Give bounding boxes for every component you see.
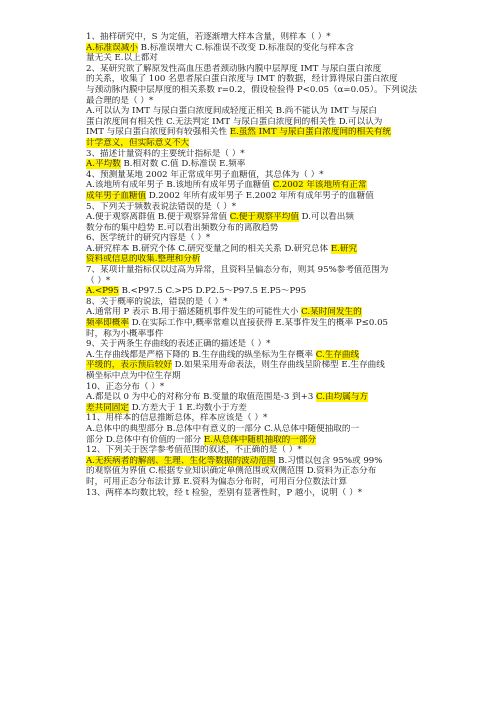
highlighted-answer-text: 平缓的，表示预后较好 — [86, 360, 172, 371]
document-line — [86, 276, 434, 287]
line-text: B.相对数 C.值 D.标准误 E.频率 — [120, 159, 246, 170]
document-line — [86, 74, 434, 85]
document-line — [86, 403, 434, 414]
document-line — [86, 350, 434, 361]
highlighted-answer-text: E.虽然 IMT 与尿白蛋白浓度间的相关有统 — [229, 127, 392, 138]
highlighted-answer-text: C.2002 年该地所有正常 — [272, 180, 367, 191]
line-text: 13、两样本均数比较，经 t 检验，差别有显著性时，P 越小，说明（ ）* — [86, 487, 363, 498]
line-text: A.生存曲线都是严格下降的 B.生存曲线的纵坐标为生存概率 — [86, 349, 316, 360]
document-line — [86, 254, 434, 265]
line-text: 部分 D.总体中有价值的一部分 — [86, 434, 204, 445]
document-line — [86, 424, 434, 435]
highlighted-answer-text: E.研究 — [330, 243, 358, 254]
document-line — [86, 96, 434, 107]
line-text: 2、某研究欲了解原发性高血压患者颈动脉内膜中层厚度 IMT 与尿白蛋白浓度 — [86, 63, 382, 74]
document-line — [86, 339, 434, 350]
line-text: 横坐标中点为中位生存期 — [86, 371, 181, 381]
highlighted-answer-text: 计学意义，但实际意义不大 — [86, 137, 190, 148]
line-text: 8、关于概率的说法，错误的是（ ）* — [86, 296, 228, 307]
line-text: 4、预测量某地 2002 年正常成年男子血糖值，其总体为（ ）* — [86, 169, 324, 180]
line-text: 11、用样本的信息推断总体，样本应该是（ ）* — [86, 413, 268, 424]
line-text: A.都是以 0 为中心的对称分布 B.变量的取值范围是-3 到+3 — [86, 392, 317, 403]
document-line — [86, 392, 434, 403]
document-line — [86, 265, 434, 276]
line-text: A.可以认为 IMT 与尿白蛋白浓度间成轻度正相关 B.尚不能认为 IMT 与尿白 — [86, 106, 377, 117]
line-text: 与颈动脉内膜中层厚度的相关系数 r=0.2，假设检验得 P<0.05（α=0.05）。下列说法 — [86, 84, 418, 95]
document-line — [86, 286, 434, 297]
document-line — [86, 32, 434, 43]
document-line — [86, 466, 434, 477]
document-line — [86, 85, 434, 96]
document-line — [86, 191, 434, 202]
line-text: 时，可用正态分布法计算 E.资料为偏态分布时，可用百分位数法计算 — [86, 476, 347, 487]
highlighted-answer-text: A.平均数 — [86, 159, 121, 170]
document-line — [86, 435, 434, 446]
line-text: 量无关 E.以上都对 — [86, 53, 158, 64]
document-line — [86, 138, 434, 149]
highlighted-answer-text: A.<P95 — [86, 286, 119, 297]
document-line — [86, 307, 434, 318]
line-text: 12、下列关于医学参考值范围的叙述，不正确的是（ ）* — [86, 445, 302, 456]
document-line — [86, 43, 434, 54]
document-line — [86, 127, 434, 138]
line-text: A.研究样本 B.研究个体 C.研究变量之间的相关关系 D.研究总体 — [86, 243, 331, 254]
line-text: IMT 与尿白蛋白浓度间有较强相关性 — [86, 127, 230, 138]
line-text: A.通常用 P 表示 B.用于描述随机事件发生的可能性大小 — [86, 307, 302, 318]
line-text: 3、描述计量资料的主要统计指标是（ ）* — [86, 148, 245, 159]
document-line — [86, 202, 434, 213]
line-text: 5、下列关于频数表说法错误的是（ ）* — [86, 201, 236, 212]
highlighted-answer-text: A.无疾病者的解剖、生理、生化等数据的波动范围 — [86, 455, 276, 466]
line-text: A.总体中的典型部分 B.总体中有意义的一部分 C.从总体中随便抽取的一 — [86, 423, 360, 434]
document-line — [86, 371, 434, 382]
line-text: 蛋白浓度间有相关性 C.无法判定 IMT 与尿白蛋白浓度间的相关性 D.可以认为 — [86, 116, 383, 127]
highlighted-answer-text: 频率即概率 — [86, 318, 129, 329]
document-line — [86, 212, 434, 223]
document-line — [86, 318, 434, 329]
line-text: 的关系，收集了 100 名患者尿白蛋白浓度与 IMT 的数据，经计算得尿白蛋白浓度 — [86, 74, 398, 85]
line-text: 7、某项计量指标仅以过高为异常，且资料呈偏态分布，则其 95%参考值范围为 — [86, 265, 389, 276]
document-line — [86, 244, 434, 255]
document-line — [86, 53, 434, 64]
highlighted-answer-text: C.由均属与方 — [316, 392, 369, 403]
line-text: D.如果采用寿命表法，则生存曲线呈阶梯型 E.生存曲线 — [171, 360, 385, 371]
document-line — [86, 360, 434, 371]
document-line — [86, 488, 434, 499]
document-line — [86, 223, 434, 234]
line-text: （ ）* — [86, 275, 111, 286]
document-line — [86, 117, 434, 128]
line-text: 的观察值为界值 C.根据专业知识确定单侧范围或双侧范围 D.资料为正态分布 — [86, 466, 377, 477]
line-text: D.在实际工作中,概率常难以直接获得 E.某事件发生的概率 P≤0.05 — [128, 318, 389, 329]
line-text: D.方差大于 1 E.均数小于方差 — [128, 402, 247, 413]
line-text: A.便于观察离群值 B.便于观察异常值 — [86, 212, 230, 223]
highlighted-answer-text: E.从总体中随机抽取的一部分 — [203, 434, 317, 445]
highlighted-answer-text: A.标准误减小 — [86, 42, 138, 53]
document-line — [86, 477, 434, 488]
document-line — [86, 382, 434, 393]
document-line — [86, 170, 434, 181]
document-line — [86, 106, 434, 117]
highlighted-answer-text: 成年男子血糖值 — [86, 190, 147, 201]
line-text: A.该地所有成年男子 B.该地所有成年男子血糖值 — [86, 180, 273, 191]
line-text: B.标准误增大 C.标准误不改变 D.标准误的变化与样本含 — [137, 42, 354, 53]
line-text: D.2002 年所有成年男子 E.2002 年所有成年男子的血糖值 — [146, 190, 374, 201]
line-text: D.可以看出频 — [298, 212, 354, 223]
line-text: 数分布的集中趋势 E.可以看出频数分布的离散趋势 — [86, 222, 279, 233]
line-text: 9、关于两条生存曲线的表述正确的描述是（ ）* — [86, 339, 271, 350]
line-text: 时，称为小概率事件 — [86, 328, 164, 339]
document-line — [86, 456, 434, 467]
document-line — [86, 297, 434, 308]
line-text: 1、抽样研究中，S 为定值，若逐渐增大样本含量，则样本（ ）* — [86, 32, 331, 42]
document-line — [86, 233, 434, 244]
highlighted-answer-text: C.生存曲线 — [315, 349, 360, 360]
highlighted-answer-text: 差共同固定 — [86, 402, 129, 413]
line-text: 6、医学统计的研究内容是（ ）* — [86, 233, 211, 244]
highlighted-answer-text: C.某时间发生的 — [301, 307, 362, 318]
document-line — [86, 64, 434, 75]
document-line — [86, 413, 434, 424]
document-line — [86, 180, 434, 191]
document-line — [86, 149, 434, 160]
highlighted-answer-text: C.便于观察平均值 — [229, 212, 299, 223]
document-line — [86, 159, 434, 170]
line-text: 10、正态分布（ ）* — [86, 381, 165, 392]
line-text: B.<P97.5 C.>P5 D.P2.5～P97.5 E.P5～P95 — [118, 286, 307, 297]
line-text: 最合理的是（ ）* — [86, 95, 154, 106]
line-text: B.习惯以包含 95%或 99% — [275, 455, 383, 466]
document-line — [86, 329, 434, 340]
document-line — [86, 445, 434, 456]
highlighted-answer-text: 资料或信息的收集.整理和分析 — [86, 254, 201, 265]
